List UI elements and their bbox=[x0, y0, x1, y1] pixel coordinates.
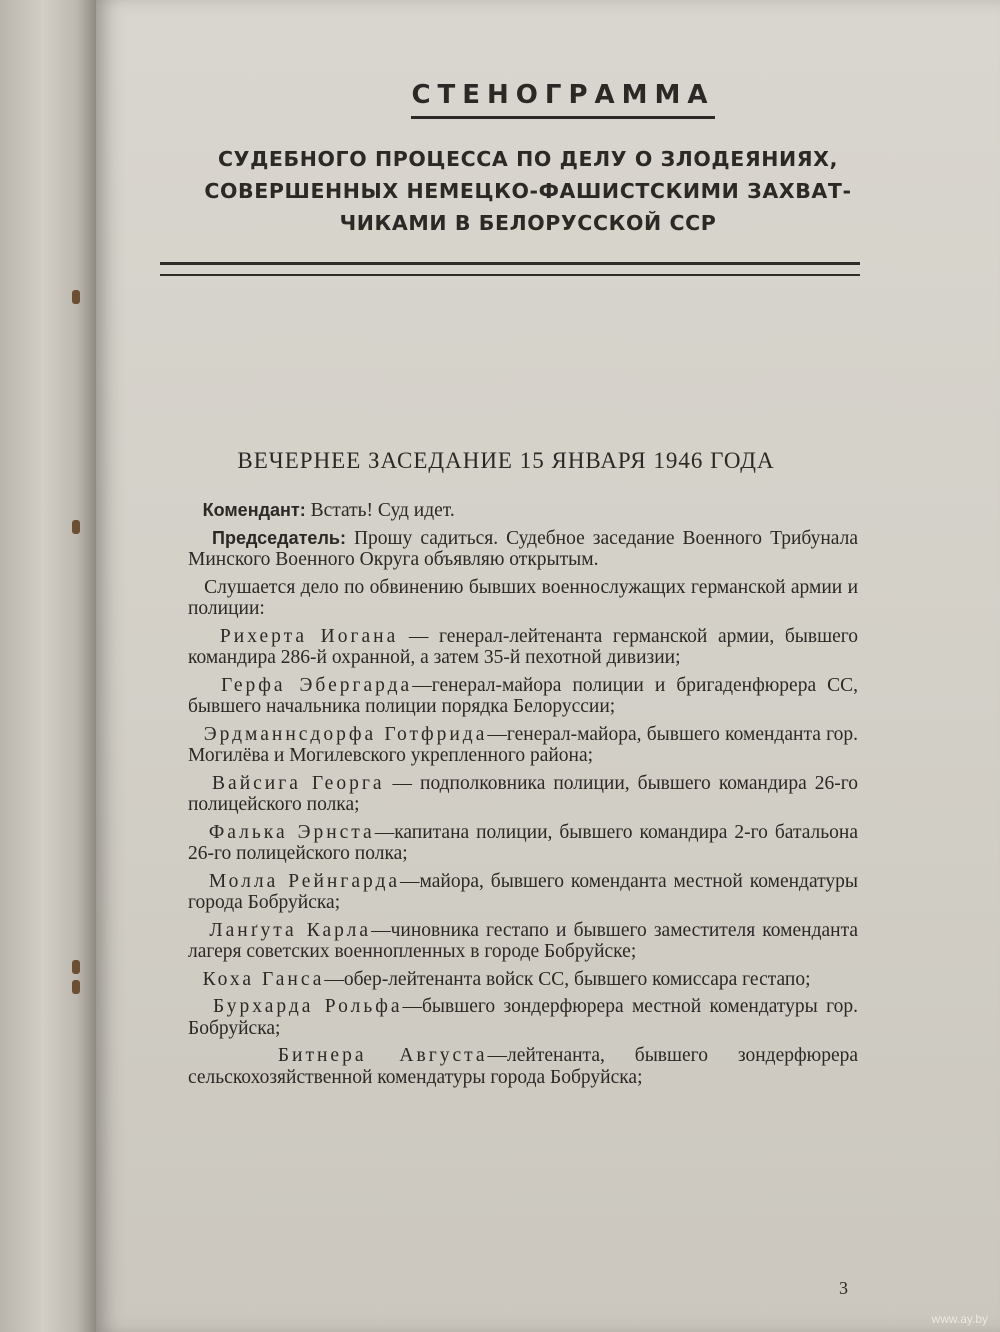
transcript-paragraph bbox=[188, 528, 858, 571]
transcript-paragraph bbox=[188, 577, 858, 620]
stitch-mark bbox=[72, 960, 80, 974]
stitch-mark bbox=[72, 980, 80, 994]
defendant-entry bbox=[188, 920, 858, 963]
document-subtitle bbox=[166, 143, 890, 239]
defendant-entry bbox=[188, 724, 858, 767]
subtitle-line: ЧИКАМИ В БЕЛОРУССКОЙ ССР bbox=[339, 211, 717, 235]
defendant-description: —бывшего зондерфюрера местной комендатуры гор. Бобруйска; bbox=[188, 996, 858, 1039]
defendant-entry bbox=[188, 773, 858, 816]
defendant-description: —генерал-майора полиции и бригаденфюрера СС, бывшего начальника полиции порядка Белоруссии; bbox=[188, 674, 859, 717]
defendant-entry bbox=[188, 1045, 858, 1088]
defendant-entry bbox=[188, 871, 858, 914]
defendant-name: Коха Ганса bbox=[202, 968, 325, 990]
subtitle-line: СУДЕБНОГО ПРОЦЕССА ПО ДЕЛУ О ЗЛОДЕЯНИЯХ, bbox=[218, 147, 838, 171]
defendant-name: Ланґута Карла bbox=[209, 919, 372, 941]
page-number: 3 bbox=[839, 1278, 848, 1298]
defendant-name: Фалька Эрнста bbox=[208, 821, 375, 843]
transcript-paragraph bbox=[188, 500, 858, 522]
header-divider bbox=[160, 262, 860, 276]
stitch-mark bbox=[72, 290, 80, 304]
defendant-description: — генерал-лейтенанта германской армии, бывшего командира 286-й охранной, а затем 35-й пехотной дивизии; bbox=[188, 625, 859, 668]
paragraph-text: Прошу садиться. Судебное заседание Военного Трибунала Минского Военного Округа объявляю открытым. bbox=[188, 527, 858, 570]
defendant-description: — подполковника полиции, бывшего командира 26-го полицейского полка; bbox=[188, 772, 859, 815]
facing-page-edge bbox=[0, 0, 96, 1332]
transcript-body bbox=[188, 500, 858, 1094]
defendant-description: —лейтенанта, бывшего зондерфюрера сельскохозяйственной комендатуры города Бобруйска; bbox=[188, 1045, 859, 1088]
defendant-entry bbox=[188, 675, 858, 718]
defendant-name: Рихерта Иогана bbox=[219, 625, 399, 647]
speaker-label: Комендант: bbox=[202, 500, 306, 520]
watermark-text: www.ay.by bbox=[931, 1312, 988, 1326]
paragraph-text: Слушается дело по обвинению бывших военнослужащих германской армии и полиции: bbox=[188, 576, 859, 619]
document-title: СТЕНОГРАММА bbox=[411, 80, 714, 119]
binding-stitches bbox=[68, 260, 84, 1160]
defendant-description: —капитана полиции, бывшего командира 2-го батальона 26-го полицейского полка; bbox=[188, 821, 858, 864]
defendant-entry bbox=[188, 822, 858, 865]
book-page bbox=[96, 0, 1000, 1332]
speaker-label: Председатель: bbox=[212, 527, 346, 548]
defendant-entry bbox=[188, 626, 858, 669]
subtitle-line: СОВЕРШЕННЫХ НЕМЕЦКО-ФАШИСТСКИМИ ЗАХВАТ- bbox=[204, 179, 852, 203]
defendant-description: —чиновника гестапо и бывшего заместителя коменданта лагеря советских военнопленных в городе Бобруйске; bbox=[188, 919, 858, 962]
paragraph-text: Встать! Суд идет. bbox=[305, 500, 455, 521]
defendant-name: Молла Рейнгарда bbox=[208, 870, 401, 892]
session-heading: ВЕЧЕРНЕЕ ЗАСЕДАНИЕ 15 ЯНВАРЯ 1946 ГОДА bbox=[237, 448, 775, 473]
defendant-description: —майора, бывшего коменданта местной комендатуры города Бобруйска; bbox=[188, 870, 858, 913]
defendant-name: Битнера Августа bbox=[277, 1045, 488, 1066]
stitch-mark bbox=[72, 520, 80, 534]
defendant-entry bbox=[188, 996, 858, 1039]
defendant-name: Эрдманнсдорфа Готфрида bbox=[203, 723, 488, 745]
defendant-name: Вайсига Георга bbox=[212, 772, 385, 794]
defendant-description: —генерал-майора, бывшего коменданта гор. Могилёва и Могилевского укрепленного района; bbox=[188, 723, 858, 766]
defendant-description: —обер-лейтенанта войск СС, бывшего комиссара гестапо; bbox=[324, 968, 811, 990]
defendant-entry bbox=[188, 969, 858, 991]
document-header bbox=[96, 80, 1000, 239]
defendant-name: Герфа Эбергарда bbox=[221, 674, 413, 696]
defendant-name: Бурхарда Рольфа bbox=[212, 996, 403, 1017]
